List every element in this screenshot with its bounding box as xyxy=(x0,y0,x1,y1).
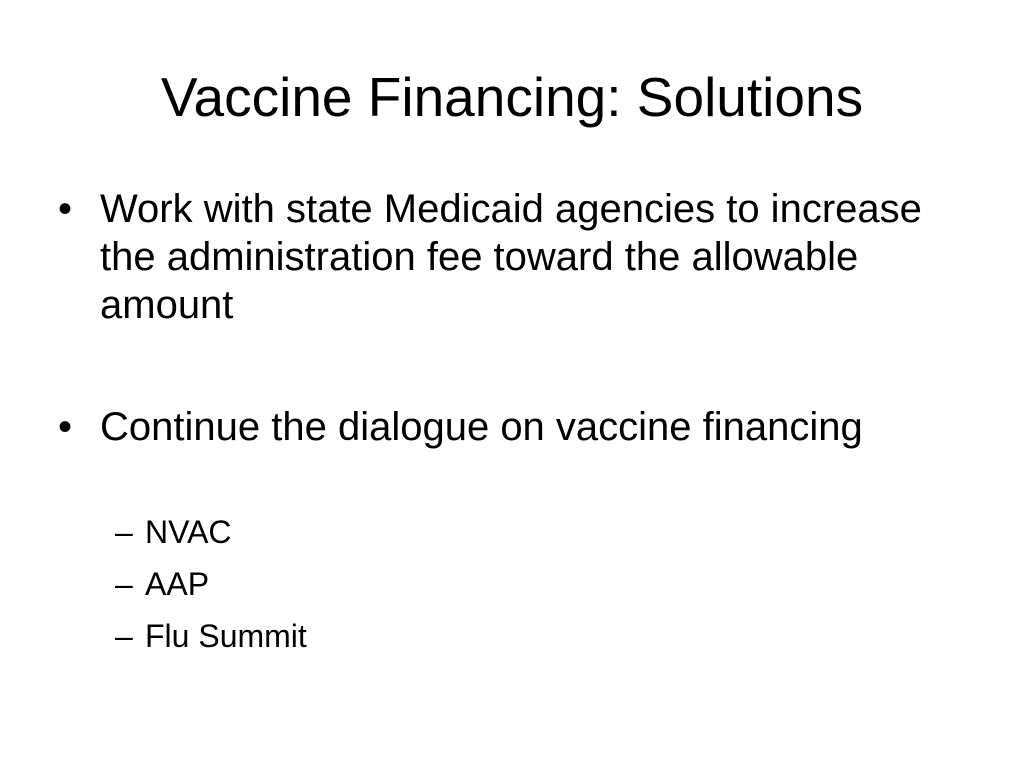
sub-marker: – xyxy=(115,618,133,654)
sub-text: AAP xyxy=(145,566,210,602)
bullet-text: Continue the dialogue on vaccine financing xyxy=(100,405,863,449)
bullet-marker: • xyxy=(58,405,73,449)
sub-item-flu-summit xyxy=(115,616,845,656)
sub-text: NVAC xyxy=(145,514,232,550)
sub-marker: – xyxy=(115,514,133,550)
bullet-item-medicaid xyxy=(58,185,980,329)
sub-marker: – xyxy=(115,566,133,602)
slide-title: Vaccine Financing: Solutions xyxy=(160,66,864,128)
sub-text: Flu Summit xyxy=(145,618,307,654)
bullet-marker: • xyxy=(58,187,73,231)
bullet-item-dialogue xyxy=(58,403,980,451)
sub-item-aap xyxy=(115,564,845,604)
sub-item-nvac xyxy=(115,512,845,552)
bullet-text: Work with state Medicaid agencies to increase the administration fee toward the allowable amount xyxy=(100,187,922,327)
